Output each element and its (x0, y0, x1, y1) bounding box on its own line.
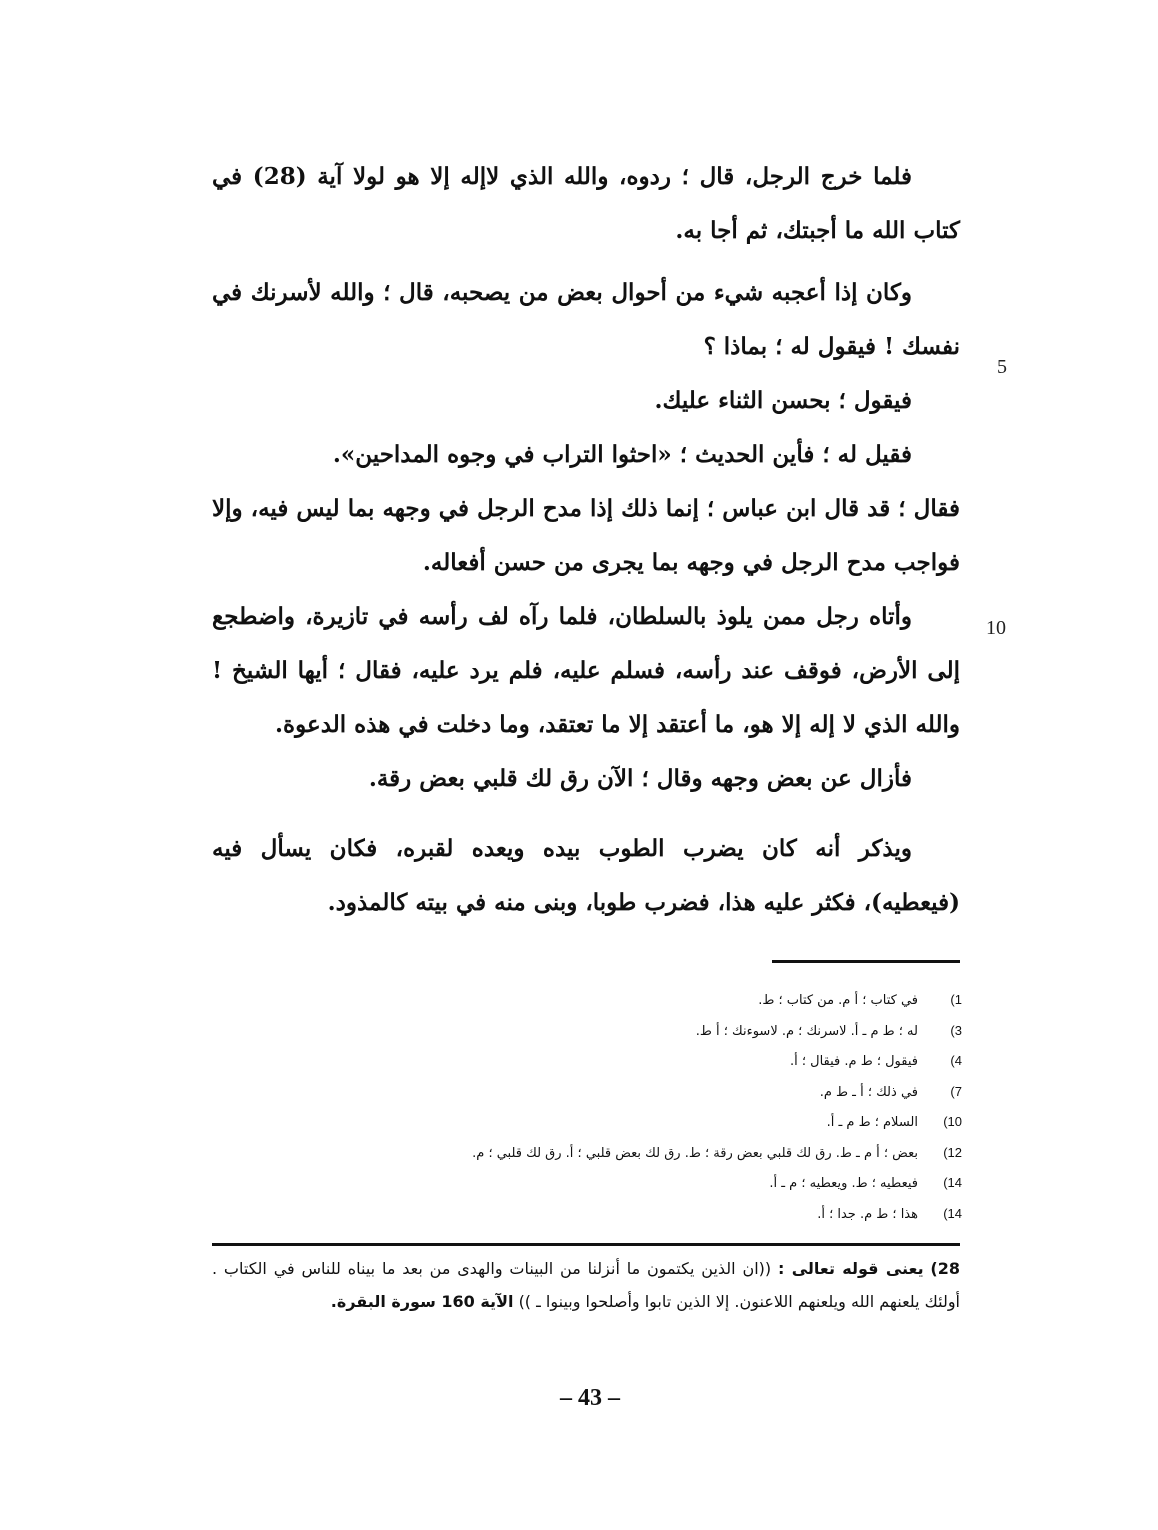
variant-item: 3)له ؛ ط م ـ أ. لاسرنك ؛ م. لاسوءنك ؛ أ ط. (695, 1022, 962, 1039)
variant-item: 14)هذا ؛ ط م. جدا ؛ أ. (817, 1205, 962, 1222)
paragraph-1: فلما خرج الرجل، قال ؛ ردوه، والله الذي لاإله إلا هو لولا آية (28) في كتاب الله ما أجبتك، ثم أجا به. (212, 163, 960, 244)
paragraph-5: فقال ؛ قد قال ابن عباس ؛ إنما ذلك إذا مدح الرجل في وجهه بما ليس فيه، وإلا فواجب مدح الرجل في وجهه بما يجرى من حسن أفعاله. (212, 495, 960, 576)
main-text (212, 150, 960, 930)
footnote-number: 28) (930, 1259, 960, 1278)
variant-item: 1)في كتاب ؛ أ م. من كتاب ؛ ط. (758, 992, 962, 1008)
line-number-10: 10 (986, 617, 1006, 639)
variant-item: 14)فيعطيه ؛ ط. ويعطيه ؛ م ـ أ. (769, 1175, 962, 1191)
paragraph-3: فيقول ؛ بحسن الثناء عليك. (654, 387, 912, 414)
footnote-divider (212, 1243, 960, 1246)
paragraph-4: فقيل له ؛ فأين الحديث ؛ «احثوا التراب في وجوه المداحين». (332, 441, 912, 468)
variant-item: 4)فيقول ؛ ط م. فيقال ؛ أ. (789, 1053, 962, 1069)
paragraph-2: وكان إذا أعجبه شيء من أحوال بعض من يصحبه، قال ؛ والله لأسرنك في نفسك ! فيقول له ؛ بماذا ؟ (212, 279, 960, 360)
line-number-5: 5 (997, 356, 1007, 378)
footnote-28 (212, 1252, 960, 1318)
variant-item: 12)بعض ؛ أ م ـ ط. رق لك قلبي بعض رقة ؛ ط. رق لك بعض قلبي ؛ أ. رق لك قلبي ؛ م. (472, 1144, 962, 1161)
footnote-reference: الآية 160 سورة البقرة. (330, 1292, 514, 1311)
page-number: – 43 – (560, 1385, 620, 1411)
paragraph-8: ويذكر أنه كان يضرب الطوب بيده ويعده لقبره، فكان يسأل فيه (فيعطيه)، فكثر عليه هذا، فضرب طوبا، وبنى منه في بيته كالمذود. (212, 835, 960, 916)
variant-item: 7)في ذلك ؛ أ ـ ط م. (819, 1083, 962, 1100)
variant-item: 10)السلام ؛ ط م ـ أ. (826, 1114, 962, 1130)
footnote-lead: يعنى قوله تعالى : (777, 1259, 924, 1278)
variants-divider (772, 960, 960, 963)
textual-variants (360, 985, 962, 1229)
paragraph-7: فأزال عن بعض وجهه وقال ؛ الآن رق لك قلبي بعض رقة. (368, 765, 912, 792)
footnote-quote: ((ان الذين يكتمون ما أنزلنا من البينات والهدى من بعد ما بيناه للناس في الكتاب . أولئك يلعنهم الله ويلعنهم اللاعنون. إلا الذين تابوا وأصلحوا وبينوا ـ )) (212, 1259, 960, 1311)
paragraph-6: وأتاه رجل ممن يلوذ بالسلطان، فلما رآه لف رأسه في تازيرة، واضطجع إلى الأرض، فوقف عند رأسه، فسلم عليه، فلم يرد عليه، فقال ؛ أيها الشيخ ! والله الذي لا إله إلا هو، ما أعتقد إلا ما تعتقد، وما دخلت في هذه الدعوة. (212, 603, 960, 738)
